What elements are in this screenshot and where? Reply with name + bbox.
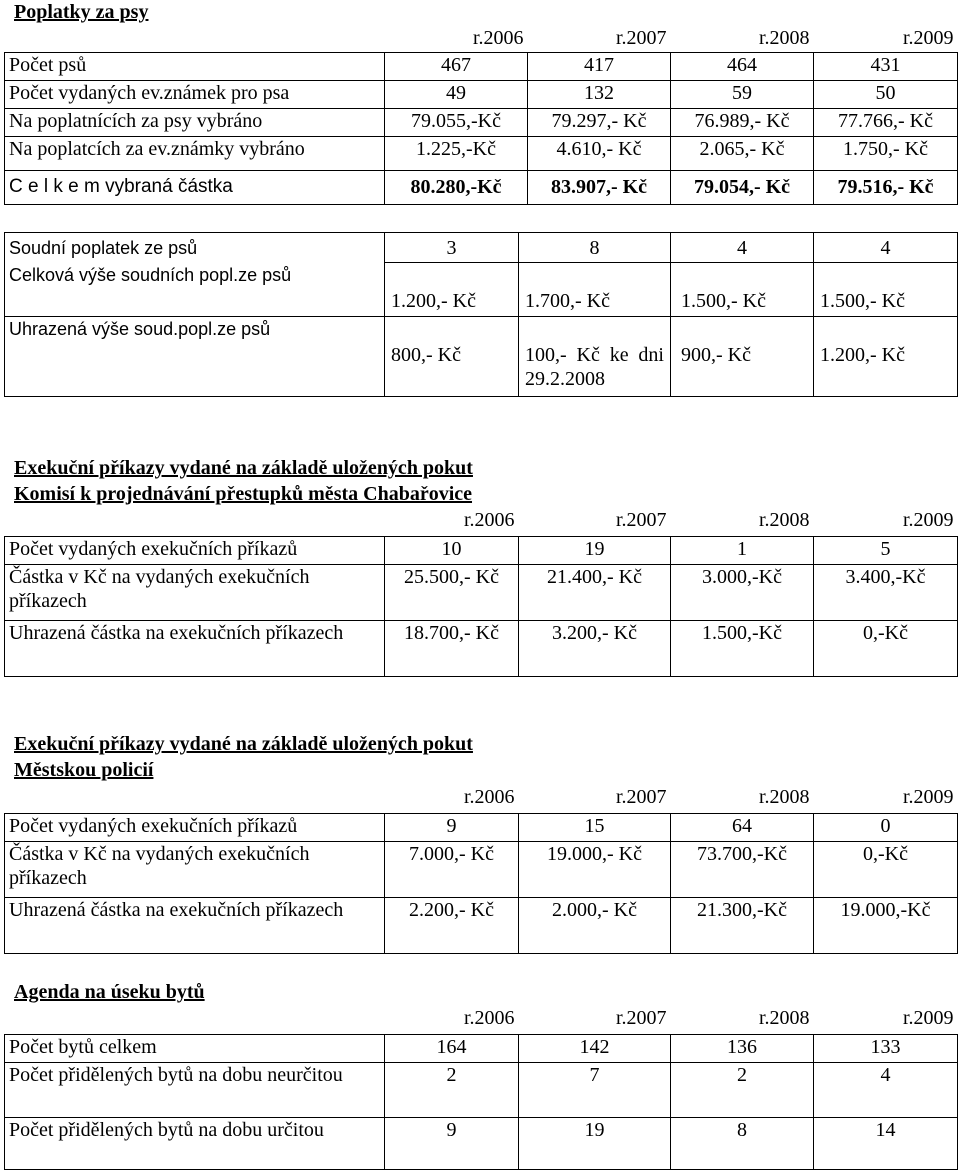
row-label: Soudní poplatek ze psů (5, 233, 385, 263)
table-row (5, 813, 958, 841)
cell-value: 800,- Kč (385, 317, 519, 397)
cell-value: 73.700,-Kč (671, 841, 814, 897)
court-table (4, 232, 958, 397)
table-row (5, 536, 958, 564)
cell-value: 1.750,- Kč (814, 136, 958, 170)
cell-value: 100,- Kč ke dni 29.2.2008 (519, 317, 671, 397)
cell-value: 7.000,- Kč (385, 841, 519, 897)
exec-police-title-1: Exekuční příkazy vydané na základě uložených pokut (14, 733, 473, 755)
row-label: Uhrazená částka na exekučních příkazech (5, 620, 385, 676)
table-row (5, 80, 958, 108)
cell-value: 1.700,- Kč (519, 263, 671, 317)
cell-value: 77.766,- Kč (814, 108, 958, 136)
cell-value: 3.400,-Kč (814, 564, 958, 620)
table-row (5, 1034, 958, 1062)
cell-value: 25.500,- Kč (385, 564, 519, 620)
cell-value: 0,-Kč (814, 841, 958, 897)
cell-value: 2.065,- Kč (671, 136, 814, 170)
cell-value: 900,- Kč (671, 317, 814, 397)
cell-value: 417 (528, 52, 671, 80)
cell-value: 1 (671, 536, 814, 564)
housing-title: Agenda na úseku bytů (14, 981, 205, 1003)
table-row (5, 136, 958, 170)
year-2008: r.2008 (758, 786, 810, 808)
table-row (5, 317, 958, 397)
cell-value: 64 (671, 813, 814, 841)
row-label: Uhrazená částka na exekučních příkazech (5, 897, 385, 953)
row-label: Částka v Kč na vydaných exekučních příkazech (5, 841, 385, 897)
cell-value: 9 (385, 813, 519, 841)
cell-value: 3.200,- Kč (519, 620, 671, 676)
year-2008: r.2008 (758, 1007, 810, 1029)
table-row (5, 1062, 958, 1117)
cell-value: 79.297,- Kč (528, 108, 671, 136)
table-row (5, 841, 958, 897)
cell-value: 59 (671, 80, 814, 108)
table-row (5, 620, 958, 676)
table-row (5, 897, 958, 953)
table-row (5, 233, 958, 263)
cell-value: 1.225,-Kč (385, 136, 528, 170)
cell-value: 76.989,- Kč (671, 108, 814, 136)
total-value: 79.054,- Kč (671, 170, 814, 204)
row-label: Počet vydaných ev.známek pro psa (5, 80, 385, 108)
cell-value: 4.610,- Kč (528, 136, 671, 170)
year-2006: r.2006 (463, 1007, 515, 1029)
total-label: C e l k e m vybraná částka (5, 170, 385, 204)
row-label: Počet vydaných exekučních příkazů (5, 813, 385, 841)
row-label: Na poplatcích za ev.známky vybráno (5, 136, 385, 170)
cell-value: 133 (814, 1034, 958, 1062)
total-value: 80.280,-Kč (385, 170, 528, 204)
cell-value: 4 (671, 233, 814, 263)
cell-value: 10 (385, 536, 519, 564)
cell-value: 3 (385, 233, 519, 263)
cell-value: 4 (814, 1062, 958, 1117)
exec-police-title-2: Městskou policií (14, 759, 154, 781)
year-2007: r.2007 (615, 1007, 667, 1029)
cell-value: 132 (528, 80, 671, 108)
year-2009: r.2009 (902, 27, 954, 49)
cell-value: 21.300,-Kč (671, 897, 814, 953)
year-2009: r.2009 (902, 786, 954, 808)
year-2007: r.2007 (615, 786, 667, 808)
exec-commission-title-2: Komisí k projednávání přestupků města Chabařovice (14, 483, 473, 505)
cell-value: 14 (814, 1117, 958, 1169)
year-2008: r.2008 (758, 27, 810, 49)
cell-value: 464 (671, 52, 814, 80)
cell-value: 2.000,- Kč (519, 897, 671, 953)
row-label: Počet vydaných exekučních příkazů (5, 536, 385, 564)
exec-commission-title-1: Exekuční příkazy vydané na základě uložených pokut (14, 457, 473, 479)
cell-value: 1.500,-Kč (671, 620, 814, 676)
cell-value: 1.200,- Kč (814, 317, 958, 397)
cell-value: 79.055,-Kč (385, 108, 528, 136)
housing-table (4, 1006, 958, 1170)
year-2008: r.2008 (758, 509, 810, 531)
table-row (5, 263, 958, 317)
cell-value: 9 (385, 1117, 519, 1169)
year-2009: r.2009 (902, 509, 954, 531)
cell-value: 3.000,-Kč (671, 564, 814, 620)
year-row (5, 508, 958, 536)
cell-value: 8 (671, 1117, 814, 1169)
year-2007: r.2007 (615, 27, 667, 49)
exec-commission-table (4, 508, 958, 677)
exec-police-table (4, 785, 958, 954)
year-2007: r.2007 (615, 509, 667, 531)
table-row (5, 1117, 958, 1169)
year-2006: r.2006 (463, 509, 515, 531)
cell-value: 2 (671, 1062, 814, 1117)
cell-value: 4 (814, 233, 958, 263)
dogs-table (4, 26, 958, 205)
table-row (5, 108, 958, 136)
cell-value: 1.500,- Kč (814, 263, 958, 317)
cell-value: 1.200,- Kč (385, 263, 519, 317)
cell-value: 431 (814, 52, 958, 80)
cell-value: 2.200,- Kč (385, 897, 519, 953)
cell-value: 0 (814, 813, 958, 841)
row-label: Částka v Kč na vydaných exekučních příkazech (5, 564, 385, 620)
total-value: 83.907,- Kč (528, 170, 671, 204)
cell-value: 467 (385, 52, 528, 80)
cell-value: 15 (519, 813, 671, 841)
row-label: Počet přidělených bytů na dobu neurčitou (5, 1062, 385, 1117)
cell-value: 8 (519, 233, 671, 263)
year-2006: r.2006 (463, 786, 515, 808)
dogs-title: Poplatky za psy (14, 1, 149, 23)
row-label: Počet bytů celkem (5, 1034, 385, 1062)
cell-value: 7 (519, 1062, 671, 1117)
year-2009: r.2009 (902, 1007, 954, 1029)
cell-value: 164 (385, 1034, 519, 1062)
row-label: Na poplatnících za psy vybráno (5, 108, 385, 136)
cell-value: 18.700,- Kč (385, 620, 519, 676)
cell-value: 50 (814, 80, 958, 108)
cell-value: 19.000,- Kč (519, 841, 671, 897)
total-row (5, 170, 958, 204)
cell-value: 19.000,-Kč (814, 897, 958, 953)
row-label: Celková výše soudních popl.ze psů (5, 263, 385, 317)
row-label: Počet přidělených bytů na dobu určitou (5, 1117, 385, 1169)
year-2006: r.2006 (472, 27, 524, 49)
year-row (5, 785, 958, 813)
dogs-year-row (5, 26, 958, 52)
table-row (5, 52, 958, 80)
total-value: 79.516,- Kč (814, 170, 958, 204)
cell-value: 142 (519, 1034, 671, 1062)
cell-value: 1.500,- Kč (671, 263, 814, 317)
cell-value: 5 (814, 536, 958, 564)
cell-value: 2 (385, 1062, 519, 1117)
cell-value: 0,-Kč (814, 620, 958, 676)
cell-value: 19 (519, 1117, 671, 1169)
row-label: Uhrazená výše soud.popl.ze psů (5, 317, 385, 397)
cell-value: 136 (671, 1034, 814, 1062)
cell-value: 49 (385, 80, 528, 108)
cell-value: 21.400,- Kč (519, 564, 671, 620)
row-label: Počet psů (5, 52, 385, 80)
year-row (5, 1006, 958, 1034)
cell-value: 19 (519, 536, 671, 564)
table-row (5, 564, 958, 620)
